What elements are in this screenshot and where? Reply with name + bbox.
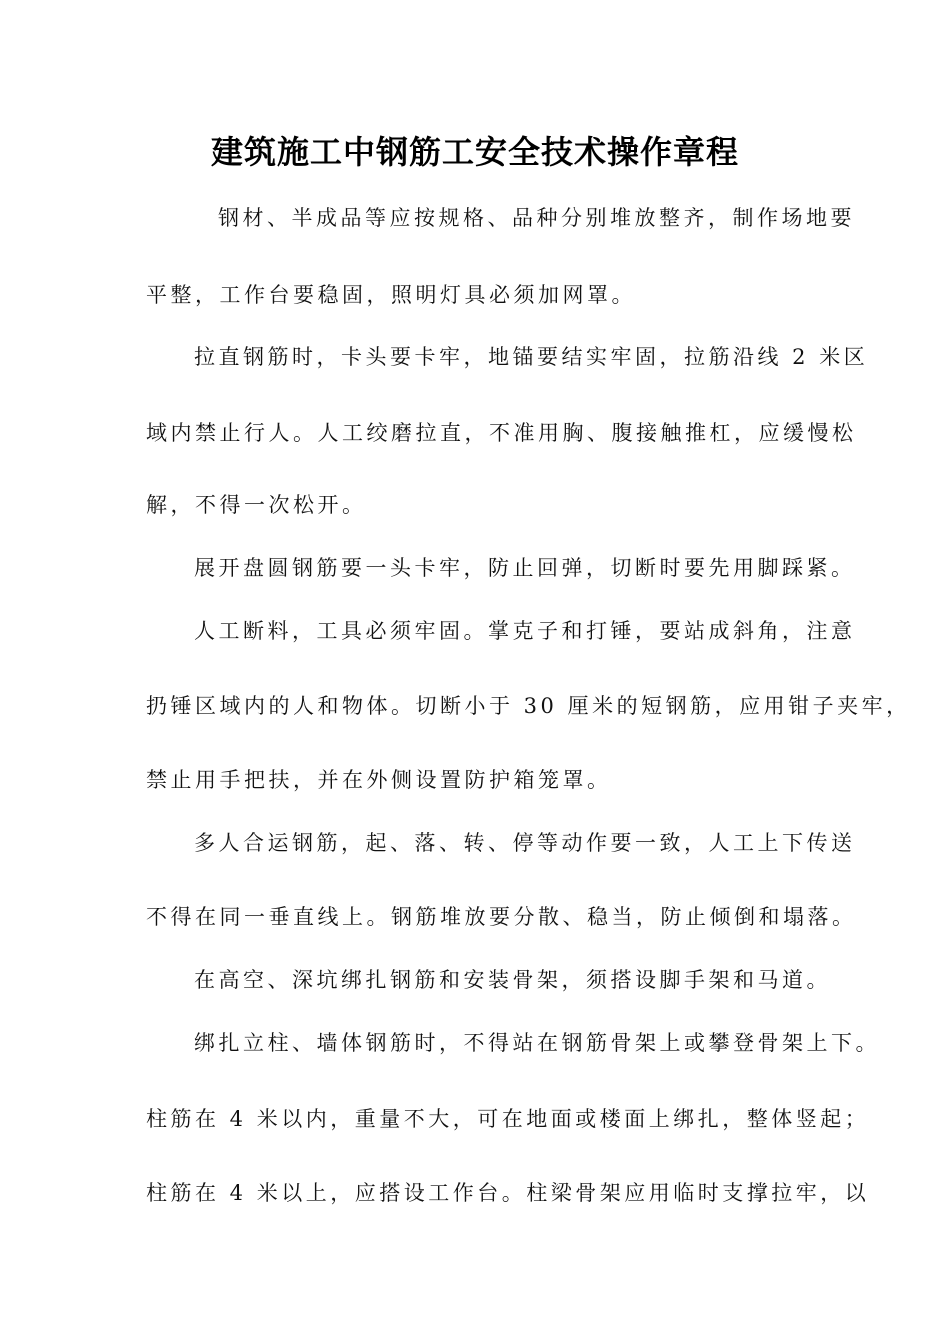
paragraph-line: 解，不得一次松开。 bbox=[146, 493, 367, 517]
paragraph-line: 在高空、深坑绑扎钢筋和安装骨架，须搭设脚手架和马道。 bbox=[194, 968, 831, 992]
paragraph-line: 扔锤区域内的人和物体。切断小于 30 厘米的短钢筋，应用钳子夹牢， bbox=[146, 694, 911, 718]
paragraph-line: 展开盘圆钢筋要一头卡牢，防止回弹，切断时要先用脚踩紧。 bbox=[194, 556, 856, 580]
paragraph-line: 域内禁止行人。人工绞磨拉直，不准用胸、腹接触推杠，应缓慢松 bbox=[146, 421, 857, 445]
paragraph-line: 钢材、半成品等应按规格、品种分别堆放整齐，制作场地要 bbox=[218, 206, 855, 230]
paragraph-line: 人工断料，工具必须牢固。掌克子和打锤，要站成斜角，注意 bbox=[194, 619, 856, 643]
document-title: 建筑施工中钢筋工安全技术操作章程 bbox=[210, 133, 739, 171]
paragraph-line: 平整，工作台要稳固，照明灯具必须加网罩。 bbox=[146, 283, 636, 307]
paragraph-line: 禁止用手把扶，并在外侧设置防护箱笼罩。 bbox=[146, 768, 612, 792]
paragraph-line: 柱筋在 4 米以上，应搭设工作台。柱梁骨架应用临时支撑拉牢，以 bbox=[146, 1181, 870, 1205]
paragraph-line: 柱筋在 4 米以内，重量不大，可在地面或楼面上绑扎，整体竖起； bbox=[146, 1107, 870, 1131]
paragraph-line: 绑扎立柱、墙体钢筋时，不得站在钢筋骨架上或攀登骨架上下。 bbox=[194, 1031, 880, 1055]
paragraph-line: 拉直钢筋时，卡头要卡牢，地锚要结实牢固，拉筋沿线 2 米区 bbox=[194, 345, 869, 369]
paragraph-line: 多人合运钢筋，起、落、转、停等动作要一致，人工上下传送 bbox=[194, 831, 856, 855]
paragraph-line: 不得在同一垂直线上。钢筋堆放要分散、稳当，防止倾倒和塌落。 bbox=[146, 905, 857, 929]
